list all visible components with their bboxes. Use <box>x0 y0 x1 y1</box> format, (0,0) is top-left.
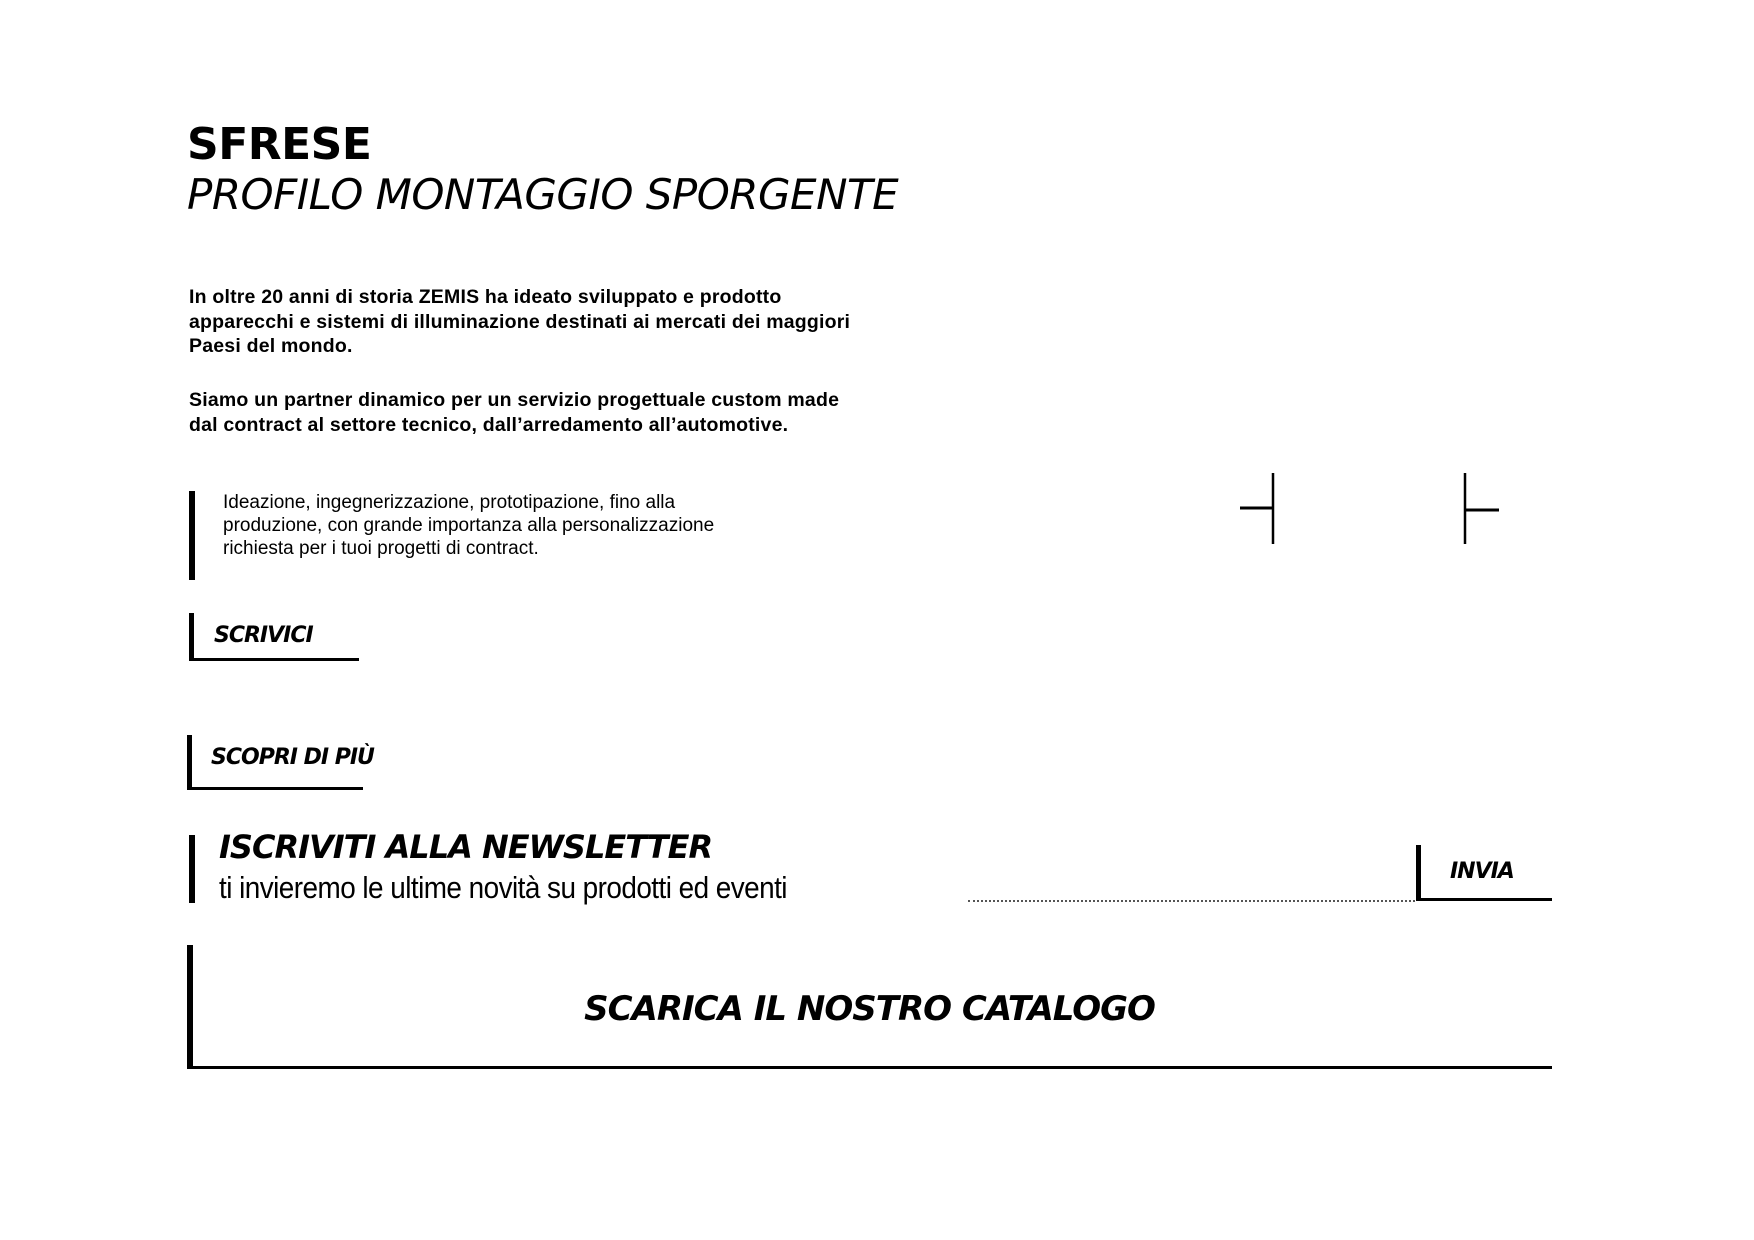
quote-bar <box>189 491 195 580</box>
newsletter-accent-bar <box>189 835 195 903</box>
button-underline <box>1416 898 1552 901</box>
button-underline <box>187 787 363 790</box>
profile-bracket-left-icon <box>1240 472 1276 546</box>
newsletter-subtitle: ti invieremo le ultime novità su prodotti ed eventi <box>219 870 787 905</box>
button-underline <box>189 658 359 661</box>
brand-title: SFRESE <box>187 119 372 170</box>
newsletter-email-input[interactable] <box>968 868 1415 902</box>
intro-paragraph-2: Siamo un partner dinamico per un servizio progettuale custom made dal contract al settore tecnico, dall’arredamento all’automotive. <box>189 389 840 436</box>
newsletter-title: ISCRIVITI ALLA NEWSLETTER <box>219 828 713 866</box>
invia-label: INVIA <box>1450 859 1514 884</box>
product-subtitle: PROFILO MONTAGGIO SPORGENTE <box>187 170 899 219</box>
profile-bracket-right-icon <box>1463 472 1501 546</box>
download-catalog-button[interactable] <box>187 945 1552 1069</box>
catalog-label: SCARICA IL NOSTRO CATALOGO <box>584 989 1155 1029</box>
scrivici-button[interactable] <box>189 613 359 661</box>
invia-button[interactable] <box>1416 845 1552 901</box>
button-accent-bar <box>1416 845 1421 901</box>
quote-text: Ideazione, ingegnerizzazione, prototipazione, fino alla produzione, con grande importanza alla personalizzazione richiesta per i tuoi progetti di contract. <box>223 492 715 559</box>
scopri-di-piu-button[interactable] <box>187 735 374 790</box>
scopri-label: SCOPRI DI PIÙ <box>211 745 374 770</box>
button-accent-bar <box>187 735 192 790</box>
button-underline <box>187 1066 1552 1069</box>
button-accent-bar <box>189 613 194 661</box>
scrivici-label: SCRIVICI <box>214 623 313 648</box>
intro-paragraph-1: In oltre 20 anni di storia ZEMIS ha ideato sviluppato e prodotto apparecchi e sistemi di illuminazione destinati ai mercati dei maggiori Paesi del mondo. <box>189 286 851 357</box>
